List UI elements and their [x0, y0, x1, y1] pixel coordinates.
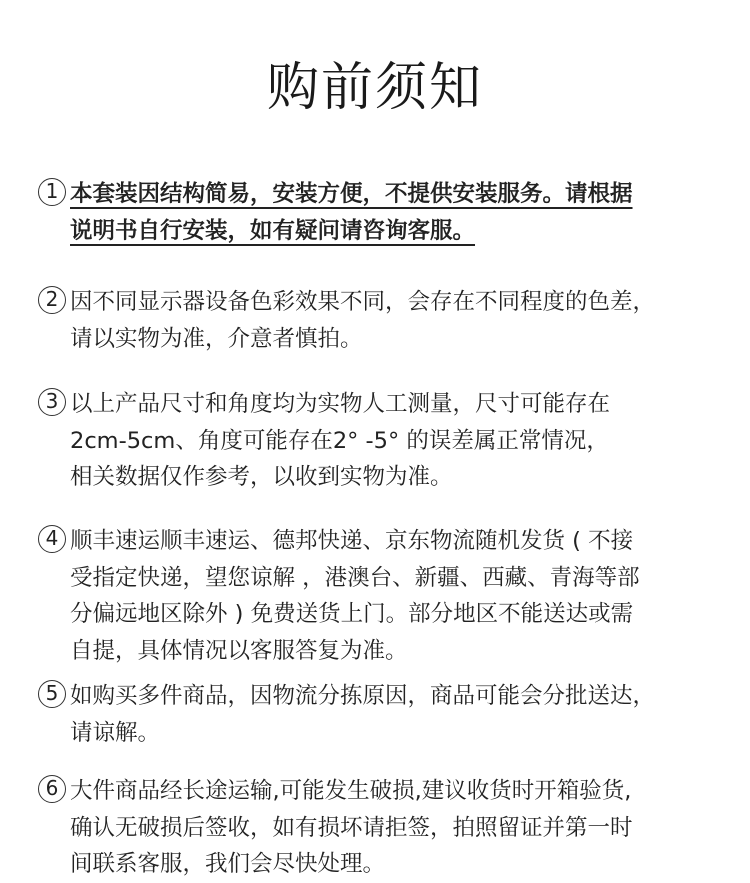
- notice-item-1: [38, 176, 718, 249]
- circled-number: 4: [38, 525, 66, 553]
- circled-number: 6: [38, 775, 66, 803]
- notice-text: 本套装因结构简易，安装方便，不提供安装服务。请根据 说明书自行安装，如有疑问请咨询客服。: [70, 181, 633, 244]
- notice-item-2: [38, 284, 718, 357]
- page-title: 购前须知: [266, 58, 483, 118]
- notice-item-3: [38, 386, 718, 496]
- notice-item-4: [38, 523, 718, 669]
- circled-number: 2: [38, 286, 66, 314]
- notice-text: 以上产品尺寸和角度均为实物人工测量，尺寸可能存在 2cm-5cm、角度可能存在2° -5° 的误差属正常情况， 相关数据仅作参考，以收到实物为准。: [70, 391, 611, 490]
- notice-text: 因不同显示器设备色彩效果不同，会存在不同程度的色差， 请以实物为准，介意者慎拍。: [70, 289, 656, 352]
- notice-item-6: [38, 773, 718, 883]
- circled-number: 3: [38, 388, 66, 416]
- notice-text: 大件商品经长途运输,可能发生破损,建议收货时开箱验货, 确认无破损后签收，如有损坏请拒签，拍照留证并第一时 间联系客服，我们会尽快处理。: [70, 778, 633, 877]
- notice-text: 如购买多件商品，因物流分拣原因，商品可能会分批送达， 请谅解。: [70, 683, 656, 746]
- circled-number: 5: [38, 680, 66, 708]
- notice-text: 顺丰速运顺丰速运、德邦快递、京东物流随机发货 ( 不接 受指定快递，望您谅解 ，港澳台、新疆、西藏、青海等部 分偏远地区除外 ) 免费送货上门。部分地区不能送达或需 自提，具体情况以客服答复为准。: [70, 528, 640, 664]
- notice-item-5: [38, 678, 718, 751]
- circled-number: 1: [38, 178, 66, 206]
